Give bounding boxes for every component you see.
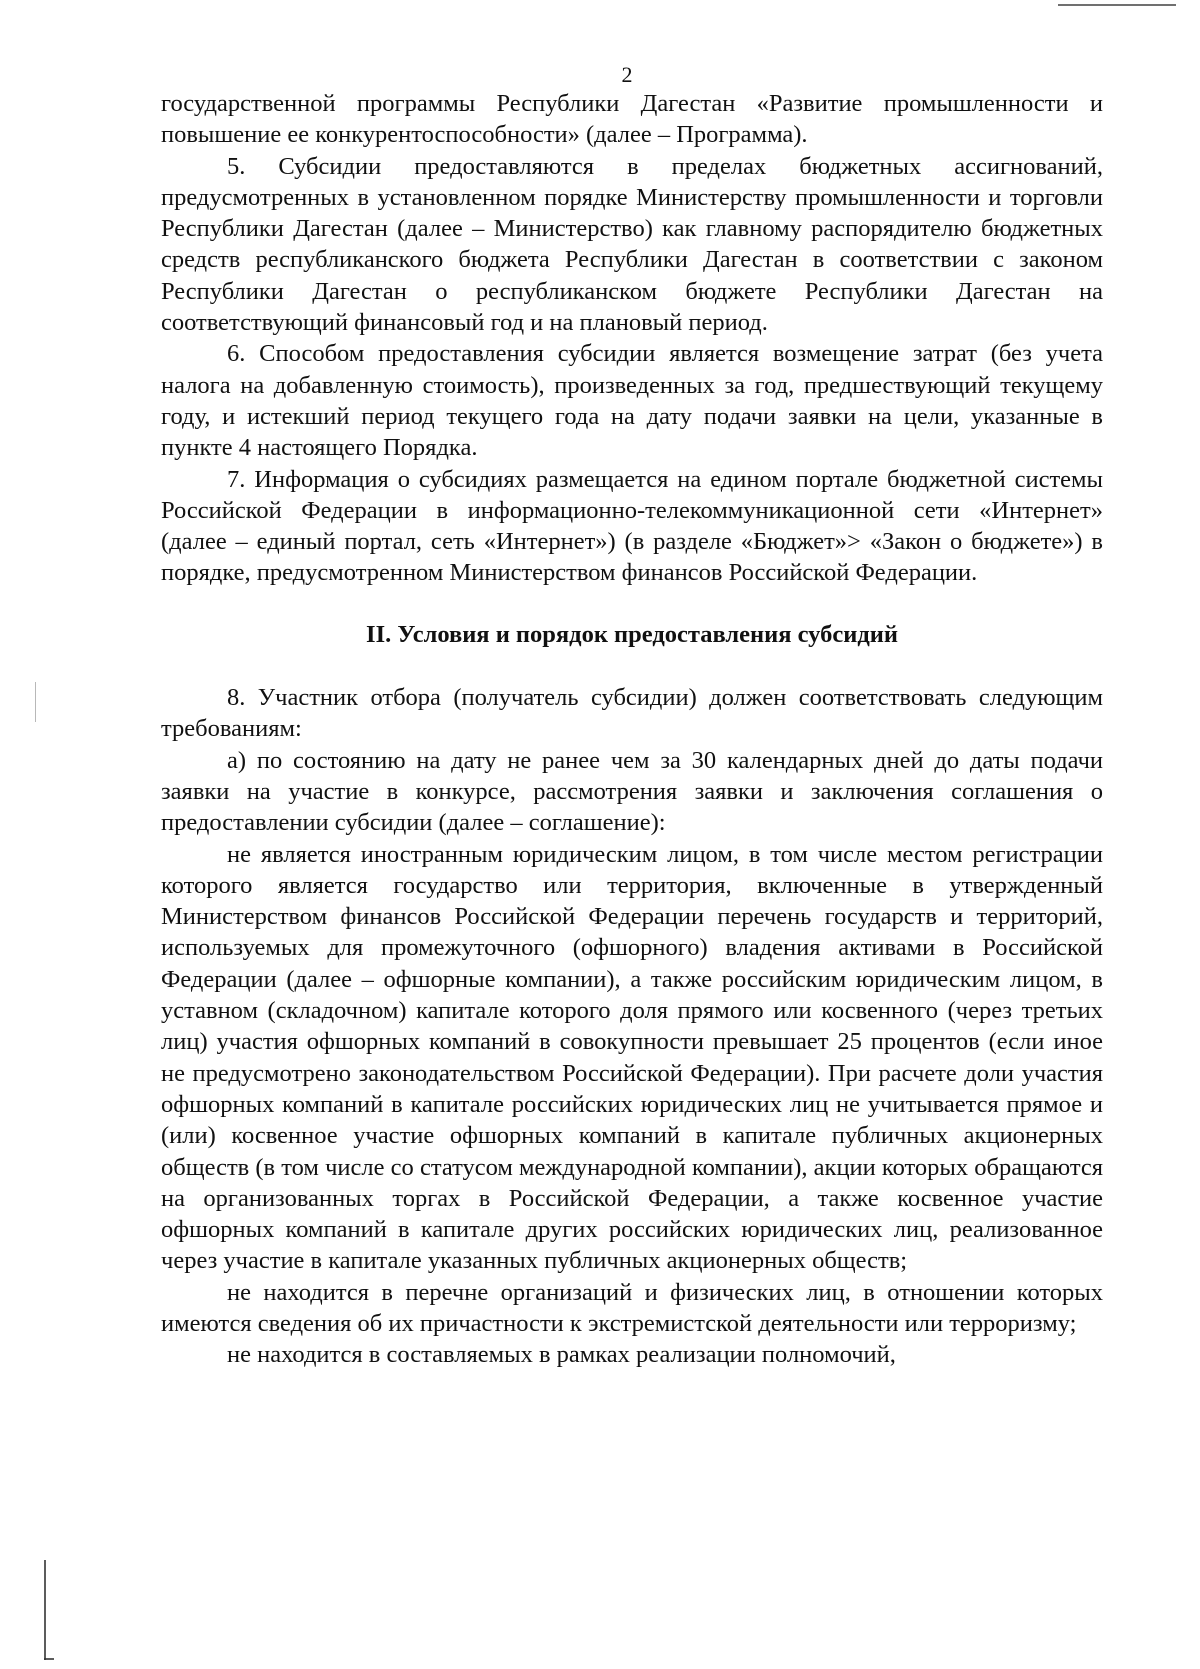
paragraph-6: 6. Способом предоставления субсидии является возмещение затрат (без учета налога на добавленную стоимость), произведенных за год, предшествующий текущему году, и истекший период текущего года на дату подачи заявки на цели, указанные в пункте 4 настоящего Порядка. [161, 340, 1103, 462]
paragraph-8: 8. Участник отбора (получатель субсидии) должен соответствовать следующим требованиям: [161, 684, 1103, 743]
paragraph-continuation: государственной программы Республики Дагестан «Развитие промышленности и повышение ее конкурентоспособности» (далее – Программа). [161, 90, 1103, 149]
scan-artifact-left-bottom-foot [44, 1658, 54, 1660]
paragraph-8a-item-3: не находится в составляемых в рамках реализации полномочий, [227, 1341, 896, 1369]
scan-artifact-left-bottom [44, 1560, 46, 1660]
scan-artifact-top-right [1058, 4, 1176, 6]
paragraph-8a-item-2: не находится в перечне организаций и физических лиц, в отношении которых имеются сведения об их причастности к экстремистской деятельности или терроризму; [161, 1278, 1103, 1337]
document-body [161, 88, 1103, 1371]
paragraph-8a: а) по состоянию на дату не ранее чем за 30 календарных дней до даты подачи заявки на участие в конкурсе, рассмотрения заявки и заключения соглашения о предоставлении субсидии (далее – соглашение): [161, 746, 1103, 837]
section-title: II. Условия и порядок предоставления субсидий [366, 620, 898, 648]
paragraph-8a-item-1: не является иностранным юридическим лицом, в том числе местом регистрации которого является государство или территория, включенные в утвержденный Министерством финансов Российской Федерации перечень государств и территорий, используемых для промежуточного (офшорного) владения активами в Российской Федерации (далее – офшорные компании), а также российским юридическим лицом, в уставном (складочном) капитале которого доля прямого или косвенного (через третьих лиц) участия офшорных компаний в совокупности превышает 25 процентов (если иное не предусмотрено законодательством Российской Федерации). При расчете доли участия офшорных компаний в капитале российских юридических лиц не учитывается прямое и (или) косвенное участие офшорных компаний в капитале публичных акционерных обществ (в том числе со статусом международной компании), акции которых обращаются на организованных торгах в Российской Федерации, а также косвенное участие офшорных компаний в капитале других российских юридических лиц, реализованное через участие в капитале указанных публичных акционерных обществ; [161, 840, 1103, 1275]
paragraph-7: 7. Информация о субсидиях размещается на едином портале бюджетной системы Российской Федерации в информационно-телекоммуникационной сети «Интернет» (далее – единый портал, сеть «Интернет») (в разделе «Бюджет»> «Закон о бюджете») в порядке, предусмотренном Министерством финансов Российской Федерации. [161, 465, 1103, 587]
scan-artifact-left-margin [35, 682, 36, 722]
page-number: 2 [621, 62, 633, 87]
paragraph-5: 5. Субсидии предоставляются в пределах бюджетных ассигнований, предусмотренных в установленном порядке Министерству промышленности и торговли Республики Дагестан (далее – Министерство) как главному распорядителю бюджетных средств республиканского бюджета Республики Дагестан в соответствии с законом Республики Дагестан о республиканском бюджете Республики Дагестан на соответствующий финансовый год и на плановый период. [161, 152, 1103, 337]
